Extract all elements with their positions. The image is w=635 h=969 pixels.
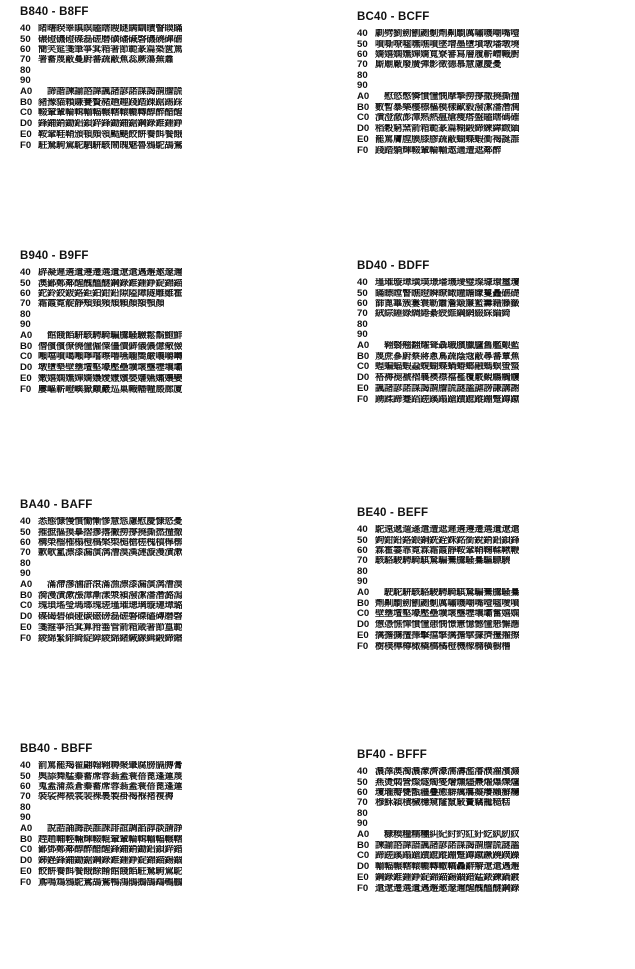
code-row [20, 782, 320, 792]
row-offset-label: 60 [20, 536, 31, 548]
row-characters: 滿滯滲滷滸滾滿漁漂漆漏演漓漕漠 [38, 579, 183, 590]
row-offset-label: 90 [20, 812, 31, 824]
code-row [357, 873, 635, 883]
row-offset-label: 80 [357, 69, 368, 81]
row-offset-label: 60 [20, 780, 31, 792]
row-offset-label: E0 [357, 630, 369, 642]
code-row [20, 66, 320, 76]
row-characters: 嬌嬉嫻嫵嬋嬌寬寮審寫層履嶄嶒幟廚 [375, 49, 520, 60]
code-row [357, 767, 635, 777]
code-row [20, 824, 320, 834]
row-characters: 慰慾憋憐憤憧憫摩摯撈撐撒撓撕撞 [375, 91, 520, 102]
row-offset-label: B0 [357, 839, 370, 851]
code-row [20, 803, 320, 813]
code-row [357, 341, 635, 351]
code-row [357, 556, 635, 566]
row-offset-label: B0 [357, 350, 370, 362]
row-characters: 篩篦篳簇簍簑簕簫簷簸簾籃籌籍籐籤 [375, 298, 520, 309]
code-row [20, 34, 320, 44]
row-characters: 駭駱駿騁騎騏騖騙騫騰騷驀驅驃驍 [375, 556, 511, 567]
row-offset-label: A0 [20, 578, 33, 590]
row-characters: 蹄蹉蹊蹋蹌蹟蹠蹤蹦蹩蹲蹴蹶蹺蹼躁 [375, 851, 520, 862]
block-range-title: BD40 - BDFF [357, 260, 430, 272]
row-characters: 擒擔擄擅擇擊擋擎擒擔擘據擠擡擢擦 [375, 631, 520, 642]
code-row [20, 569, 320, 579]
code-row [357, 395, 635, 405]
code-row [357, 809, 635, 819]
row-characters: 褡褥褪褫褶襄襖襟襠襤覆覈覲觴觸觼 [375, 373, 520, 384]
code-row [357, 299, 635, 309]
row-characters: 還遼遷選遺邁邂邀邃邇醒醜醞醚鋼錄 [375, 883, 520, 894]
row-characters: 駛駝駢駭駱駿騁騎騏騖騙騫騰騷驀 [375, 587, 520, 598]
row-offset-label: D0 [357, 123, 370, 135]
row-offset-label: A0 [357, 90, 370, 102]
row-characters: 輟輦輩輪輯輸輻輾轄轅轆轉醇醉醋醒 [38, 108, 183, 119]
code-row [20, 310, 320, 320]
row-characters: 餃餅養餌餐餓餘餚館餞餡駐駑駒駕駝 [38, 867, 183, 878]
row-offset-label: F0 [20, 139, 32, 151]
code-row [357, 830, 635, 840]
code-row [20, 331, 320, 341]
row-characters: 絨綜綞綠綢綣綦綬維綱網綴綵綸綺 [375, 309, 511, 320]
code-row [357, 39, 635, 49]
code-row [20, 612, 320, 622]
row-offset-label: A0 [20, 329, 33, 341]
row-offset-label: F0 [357, 144, 369, 156]
row-characters: 館餞餡駢駭騁騎騙騰騷驗鬆鬍鮑鮮 [38, 330, 183, 341]
code-row [357, 113, 635, 123]
code-row [357, 546, 635, 556]
row-characters: 鳶鳴鴆鴉鴕鴛鴣鴦鴨鴻鵑鵝鵠鵡鵪鵬 [38, 877, 183, 888]
row-offset-label: F0 [357, 882, 369, 894]
code-row [357, 103, 635, 113]
row-characters: 噴嘶嘹噓嘸噍噴墜增墨墮墳墩墦墩墝 [375, 39, 520, 50]
row-characters: 署蓄蔑蔽蔓蔚蕃蔬蔽蕉蕊蕨蕩蕪蕭 [38, 55, 174, 66]
row-offset-label: 80 [20, 557, 31, 569]
code-row [357, 135, 635, 145]
code-row [357, 362, 635, 372]
code-row [20, 108, 320, 118]
row-characters: 裝裟裨裱裳裴裸裹製褂褐褓褚複褥 [38, 792, 174, 803]
code-row [357, 384, 635, 394]
row-characters: 壁壅壇壑壕壓壘壙壞壟壢壤壩奮嬉嫻 [375, 609, 520, 620]
code-row [357, 50, 635, 60]
row-offset-label: 40 [357, 766, 368, 778]
row-offset-label: 50 [20, 277, 31, 289]
code-row [357, 373, 635, 383]
row-offset-label: E0 [20, 622, 32, 634]
row-offset-label: F0 [357, 393, 369, 405]
code-row [357, 124, 635, 134]
row-characters: 鉤鉗鉛鉻銀銅銑銓銖銘銜銳銷鋁鋇鋒 [375, 535, 520, 546]
code-row [357, 841, 635, 851]
code-row [20, 538, 320, 548]
row-characters: 瓊瓏瓣甕甑疆疊癒癖癘癟癡癢癩癬癮 [375, 787, 520, 798]
row-characters: 碾磴磯磴碟磊磋磨磺磻碱磬磯磽磾礁 [38, 34, 183, 45]
row-characters: 霖霍霎霏霓霖霜霞靜鞍鞏鞘鞠鞣鞦鞭 [375, 545, 520, 556]
row-characters: 舆舔舞艋蓁蓄蓆蓉蓊蓋蓑蓓蓖蓬蓮蔑 [38, 771, 183, 782]
code-row [357, 599, 635, 609]
block-range-title: BA40 - BAFF [20, 499, 93, 511]
row-offset-label: 50 [20, 770, 31, 782]
row-offset-label: 50 [20, 526, 31, 538]
row-offset-label: E0 [357, 872, 369, 884]
row-offset-label: 50 [357, 534, 368, 546]
row-offset-label: F0 [357, 640, 369, 652]
row-characters: 諫諭諮諱諳諷諸諺諾謀謁謂謄謊謎謐 [375, 840, 520, 851]
row-characters: 墩墮墾壁壅壇壑壕壓壘壙壞壟壢壤壩 [38, 363, 183, 374]
code-row [357, 631, 635, 641]
row-offset-label: 40 [20, 267, 31, 279]
code-row [357, 588, 635, 598]
row-offset-label: D0 [20, 362, 33, 374]
row-offset-label: E0 [357, 134, 369, 146]
row-offset-label: 50 [357, 287, 368, 299]
code-row [357, 609, 635, 619]
row-characters: 摧摭摳摸摹摺摻撂撇撈撐撓撕撚撞撤 [38, 527, 183, 538]
code-row [357, 862, 635, 872]
row-characters: 罰罵罷羯翟翩翰翱耨聚肇腐膀膈膊膏 [38, 761, 183, 772]
code-row [357, 309, 635, 319]
row-characters: 簡笑筵箋筆箏箕箱箸節範篆篇築篋篤 [38, 44, 183, 55]
code-row [357, 71, 635, 81]
row-characters: 糠糢糧糯糰糾紀紂約紅紆紇紈紉紋 [375, 829, 520, 840]
code-block [357, 9, 635, 156]
row-characters: 歉歌氳漂漆漏演漓漕漠漢漣漩漫漬漱 [38, 548, 183, 559]
code-row [20, 580, 320, 590]
code-row [20, 55, 320, 65]
row-offset-label: 50 [357, 776, 368, 788]
row-offset-label: C0 [357, 608, 370, 620]
row-offset-label: 70 [20, 54, 31, 66]
code-row [357, 81, 635, 91]
row-offset-label: 60 [20, 43, 31, 55]
code-row [20, 268, 320, 278]
row-offset-label: F0 [20, 632, 32, 644]
code-row [20, 835, 320, 845]
code-row [357, 788, 635, 798]
code-row [20, 320, 320, 330]
row-offset-label: 70 [357, 308, 368, 320]
row-offset-label: E0 [20, 373, 32, 385]
row-offset-label: 40 [20, 23, 31, 35]
code-row [20, 119, 320, 129]
row-offset-label: A0 [20, 822, 33, 834]
row-offset-label: 70 [357, 59, 368, 71]
row-characters: 諷諸諺諾謀謁謂謄謊謎謐謔謗謙講謝 [375, 384, 520, 395]
row-offset-label: E0 [20, 129, 32, 141]
code-row [20, 289, 320, 299]
row-characters: 霜霞霓靛靜頰頸頻頹顆顏額顎顏 [38, 299, 165, 310]
row-offset-label: D0 [357, 619, 370, 631]
code-row [20, 45, 320, 55]
row-offset-label: 40 [357, 524, 368, 536]
row-characters: 鴕遠遞遛遜遣遭遮遲遴遵遷選遺遼還 [375, 525, 520, 536]
row-offset-label: 90 [357, 80, 368, 92]
code-row [20, 548, 320, 558]
row-offset-label: A0 [357, 828, 370, 840]
row-characters: 瞞瞟瞠瞥瞧瞪瞬瞭瞰瞳瞻矇矍矗礁礎 [375, 288, 520, 299]
row-characters: 說誥誦誨誤誰課誹誼調諂諄談請諍 [38, 823, 183, 834]
code-row [20, 601, 320, 611]
code-row [357, 352, 635, 362]
code-row [20, 792, 320, 802]
row-characters: 澳鄙鄭鄰醒醜醞醚鋼錄錐錘錚錠錦錨 [38, 278, 183, 289]
row-characters: 蒐蓋蒲蒸蒼蓁蓄蓆蓉蓊蓋蓑蓓蓖蓬蓮 [38, 781, 183, 792]
row-offset-label: D0 [20, 118, 33, 130]
row-offset-label: A0 [357, 339, 370, 351]
code-row [20, 342, 320, 352]
row-offset-label: D0 [20, 611, 33, 623]
code-row [20, 385, 320, 395]
code-row [20, 141, 320, 151]
code-row [20, 374, 320, 384]
row-offset-label: 80 [20, 801, 31, 813]
row-characters: 憊憑憔憚憤憧憩憫憬憲憶憾懂懇懈應 [375, 620, 520, 631]
code-row [20, 76, 320, 86]
row-characters: 漪漫漬漱漲漳漸漾漿潁潑潔潘潛潞潟 [38, 590, 183, 601]
code-row [357, 535, 635, 545]
block-range-title: BE40 - BEFF [357, 507, 429, 519]
block-range-title: BF40 - BFFF [357, 749, 427, 761]
row-characters: 瑾璀璇璋璜璞璟璠璣璦璧璨璩環璽瓊 [375, 278, 520, 289]
code-row [357, 819, 635, 829]
code-row [20, 856, 320, 866]
row-offset-label: 40 [357, 277, 368, 289]
row-characters: 屢嶇嶄嶝嶼嶽巔巖巡巢幟幡幢廄廊廈 [38, 384, 183, 395]
row-offset-label: F0 [20, 383, 32, 395]
row-offset-label: A0 [20, 85, 33, 97]
row-offset-label: 40 [20, 516, 31, 528]
row-characters: 銻銼鋒鋪鋤鋸鋼錄錐錘錚錠錦錨錫錮 [38, 856, 183, 867]
row-offset-label: 60 [357, 297, 368, 309]
row-offset-label: 70 [357, 797, 368, 809]
code-row [20, 352, 320, 362]
row-offset-label: 70 [20, 791, 31, 803]
code-row [20, 517, 320, 527]
row-offset-label: B0 [20, 340, 33, 352]
code-row [357, 525, 635, 535]
code-block [20, 4, 320, 151]
row-characters: 駐駑駒駕駝駟駢駭鬧魄魅魯鴉鴕鴣鴦 [38, 140, 183, 151]
row-characters: 構榮榴榷榻榿槁槃槊槌槍槎槐槓槔槨 [38, 537, 183, 548]
row-offset-label: 90 [357, 818, 368, 830]
code-row [357, 29, 635, 39]
row-characters: 碟碣碧碩碰碳磁磅磊磋磐磔磕磚磨磬 [38, 612, 183, 623]
row-offset-label: 60 [20, 287, 31, 299]
row-offset-label: 70 [20, 298, 31, 310]
code-row [20, 278, 320, 288]
row-offset-label: C0 [357, 112, 370, 124]
row-offset-label: C0 [357, 361, 370, 373]
row-offset-label: D0 [357, 861, 370, 873]
code-row [357, 60, 635, 70]
code-row [357, 320, 635, 330]
code-row [357, 567, 635, 577]
code-row [357, 288, 635, 298]
block-range-title: BB40 - BBFF [20, 743, 93, 755]
row-offset-label: C0 [20, 107, 33, 119]
row-characters: 諦諧諫諭諮諱諷諸諺諾謀謁謂謄謊 [38, 86, 183, 97]
row-offset-label: 60 [357, 786, 368, 798]
row-offset-label: 60 [357, 48, 368, 60]
code-row [357, 798, 635, 808]
row-characters: 輸輻輾轄轅轆轉轍轎轟辭辮遼還邁邂 [375, 862, 520, 873]
row-offset-label: 70 [20, 547, 31, 559]
code-row [20, 761, 320, 771]
row-offset-label: D0 [20, 855, 33, 867]
code-row [20, 130, 320, 140]
row-characters: 稻穀窮窯箭箱範篆篇糊緞締練緯緻緬 [375, 124, 520, 135]
row-offset-label: E0 [357, 383, 369, 395]
code-row [357, 92, 635, 102]
code-row [20, 299, 320, 309]
row-characters: 穆穌穎積穢穩窺窿竄竅竇竊籠糙糕 [375, 798, 511, 809]
row-characters: 鋼錄錐錘錚錠錦錨錫錮錯錳錶鍊鍋鍍 [375, 873, 520, 884]
code-row [357, 330, 635, 340]
row-offset-label: 80 [357, 318, 368, 330]
row-offset-label: 80 [357, 565, 368, 577]
row-offset-label: B0 [20, 96, 33, 108]
row-offset-label: 80 [20, 64, 31, 76]
row-characters: 嫩嬉嫻嫵嬋嬌嬝嬡嬤嬪嬰嬸嬿孀孃孌 [38, 374, 183, 385]
row-offset-label: A0 [357, 586, 370, 598]
code-block [20, 248, 320, 395]
row-characters: 踐踏躺輝輟輩輪輸遨適遭遮鄰醉 [375, 145, 502, 156]
row-characters: 鄙鄧鄭鄰醇醉醋醒鋒鋪銷鋤鋁鋇鋅錯 [38, 845, 183, 856]
row-characters: 樹樸樺樽橄橇橋橘橙機橡橢橫橱橹 [375, 641, 511, 652]
code-row [357, 851, 635, 861]
code-row [20, 591, 320, 601]
code-row [20, 845, 320, 855]
row-offset-label: B0 [357, 101, 370, 113]
row-offset-label: B0 [20, 833, 33, 845]
code-row [20, 867, 320, 877]
row-offset-label: B0 [20, 589, 33, 601]
row-offset-label: 90 [20, 75, 31, 87]
row-offset-label: 60 [357, 544, 368, 556]
code-row [20, 24, 320, 34]
row-characters: 劇劈劉劍劊劌劐劑劓劘厲嘯嘰嘲嘴噎 [375, 29, 520, 40]
row-offset-label: E0 [20, 866, 32, 878]
row-characters: 廝廟廠廢廣彈影徵德慕慧慮慶憂 [375, 60, 502, 71]
code-row [20, 771, 320, 781]
code-row [357, 278, 635, 288]
row-offset-label: D0 [357, 372, 370, 384]
row-characters: 劑劓劘劍劊劌劐厲嘯嘰嘲嘴噎噓噯噴 [375, 598, 520, 609]
row-characters: 濃澤澳濁濃濛濟濠濡濤濫濬濮濯濱濺 [375, 767, 520, 778]
row-characters: 箋箍箏箔箕算箝箠管箭箱箴箸節篁範 [38, 623, 183, 634]
block-range-title: BC40 - BCFF [357, 11, 430, 23]
code-row [357, 642, 635, 652]
row-characters: 睹曙睽睾瞋瞑瞌瞎瞍瞇瞒瞓瞔瞖瞙瞞 [38, 24, 183, 35]
code-row [20, 813, 320, 823]
code-row [357, 620, 635, 630]
row-offset-label: 90 [357, 576, 368, 588]
row-characters: 趕趙輔輕輛輝輟輥輦輩輪輯輸輻輾轄 [38, 834, 183, 845]
code-row [20, 98, 320, 108]
row-offset-label: 90 [357, 329, 368, 341]
row-offset-label: 50 [357, 38, 368, 50]
row-characters: 鞍鞏鞋鞘頒頓頗領颳颶餃餅養餌餐餓 [38, 130, 183, 141]
row-offset-label: 40 [357, 28, 368, 40]
row-characters: 辟凝遲遴遺遵遷選遺遼還邁邂邀邃邇 [38, 268, 183, 279]
row-characters: 蝗蝙蝠蝦蝨蝮蝴蝶蝸蝽螂融螞螟螢螫 [375, 362, 520, 373]
row-offset-label: C0 [20, 844, 33, 856]
row-offset-label: 50 [20, 33, 31, 45]
code-row [20, 363, 320, 373]
row-offset-label: B0 [357, 597, 370, 609]
code-block [357, 505, 635, 652]
row-characters: 潰澄澈澎潭熟熱瘟瘡瘦瘩盤瞌瞎碼確 [375, 113, 520, 124]
row-characters: 蔑蔗蔘蔚蔡蔣蔥蔦蔬蔭蔻蔽蕁蕃蕈蕉 [375, 351, 520, 362]
row-offset-label: 80 [20, 308, 31, 320]
code-row [357, 577, 635, 587]
code-block [357, 747, 635, 894]
row-offset-label: 70 [357, 555, 368, 567]
code-block [20, 497, 320, 644]
code-block [20, 741, 320, 888]
row-characters: 罷罵膚膛膜膝膠蔬蔽蝴蝶蝦衝褐誕誰 [375, 135, 520, 146]
row-characters: 瑰瑣瑤瑩瑪瑯瑰瑳瑾璀璁璃璇璉璋璐 [38, 601, 183, 612]
code-block [357, 258, 635, 405]
row-offset-label: C0 [20, 351, 33, 363]
code-row [20, 878, 320, 888]
row-characters: 踴蹂蹄蹇蹈蹉蹊蹋蹌蹟蹠蹤蹦蹩蹲蹴 [375, 394, 520, 405]
row-characters: 翱翳翹翻耀聳聶職臏臘臚舊艦艱藍 [375, 340, 520, 351]
code-row [20, 634, 320, 644]
row-characters: 鋒鋪銷鋤鋁鋇鋅鋒鋤鋪鋸鋼錄錐錘錚 [38, 119, 183, 130]
code-row [357, 884, 635, 894]
row-characters: 豬豫貓賴賺賽贅赭趟趣踐踏踝踞踢踩 [38, 97, 183, 108]
code-row [20, 559, 320, 569]
row-offset-label: C0 [357, 850, 370, 862]
block-range-title: B940 - B9FF [20, 250, 89, 262]
row-offset-label: 40 [20, 760, 31, 772]
row-offset-label: 90 [20, 319, 31, 331]
code-row [20, 87, 320, 97]
row-characters: 悉態慷慢慣慟慚慘慧慫慮慰慶慷慾憂 [38, 517, 183, 528]
row-offset-label: F0 [20, 876, 32, 888]
code-row [20, 623, 320, 633]
row-offset-label: 80 [357, 807, 368, 819]
row-characters: 噸噹噴噶噸嚀嚐嚓嚕嚥嚨嚮嚴嚷嚼囀 [38, 352, 183, 363]
row-characters: 綾綿緊緋綺綻綽綾綿緒緘線緝緞締緡 [38, 633, 183, 644]
row-characters: 數暫暴樂樓標樞模樣歐毅潑潔潘潛潤 [375, 102, 520, 113]
row-characters: 鉈鈴鉸鈸鉻鉅鉑鉗鉛隙隘障隧雕雖霍 [38, 288, 183, 299]
row-offset-label: C0 [20, 600, 33, 612]
row-characters: 僧儐儐僚僥僮僱僳僵價僻儀儂億儆儉 [38, 341, 183, 352]
code-row [357, 777, 635, 787]
code-row [20, 527, 320, 537]
row-characters: 燕燙燜營燦燧燭燮燴燻燼燾燿爆爍爐 [375, 777, 520, 788]
code-row [357, 146, 635, 156]
row-offset-label: 90 [20, 568, 31, 580]
block-range-title: B840 - B8FF [20, 6, 89, 18]
